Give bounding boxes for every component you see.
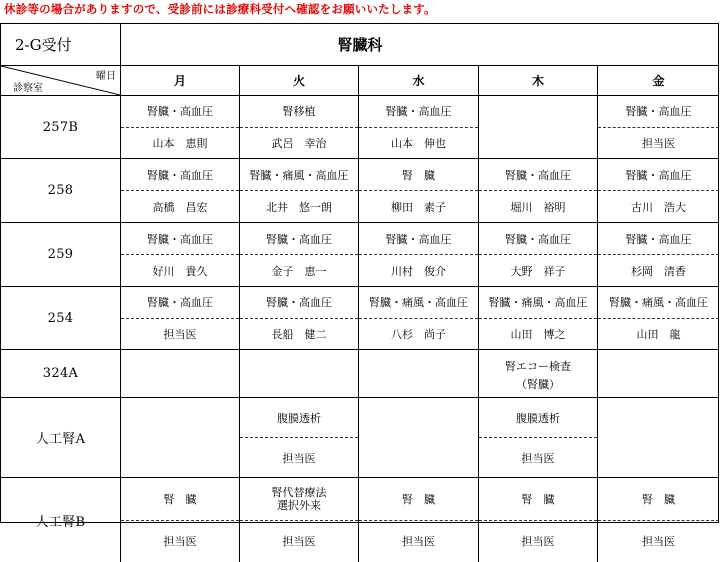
cell-doctor: 山本 恵則 xyxy=(121,128,239,159)
cell-doctor: 担当医 xyxy=(121,319,239,350)
schedule-cell xyxy=(240,96,359,159)
schedule-cell xyxy=(479,350,598,398)
cell-doctor: 高橋 昌宏 xyxy=(121,191,239,222)
schedule-cell xyxy=(598,159,719,223)
cell-specialty: 腎臓・高血圧 xyxy=(121,287,239,319)
schedule-cell-empty xyxy=(121,398,240,478)
schedule-cell xyxy=(359,478,479,562)
cell-specialty: 腎臓・高血圧 xyxy=(121,159,239,191)
cell-specialty: 腎臓・高血圧 xyxy=(121,96,239,128)
schedule-cell xyxy=(121,478,240,562)
cell-doctor: 長船 健二 xyxy=(240,319,358,350)
notice-text: 休診等の場合がありますので、受診前には診療科受付へ確認をお願いいたします。 xyxy=(4,1,436,18)
cell-specialty: 腎臓・高血圧 xyxy=(479,223,597,255)
schedule-cell xyxy=(121,223,240,287)
schedule-cell-empty xyxy=(121,350,240,398)
day-header-thu: 木 xyxy=(479,66,598,96)
schedule-cell xyxy=(359,159,479,223)
cell-specialty: 腎臓・高血圧 xyxy=(479,159,597,191)
cell-specialty: 腎臓・高血圧 xyxy=(359,223,478,255)
cell-specialty: 腎 臓 xyxy=(359,159,478,191)
department-title: 腎臓科 xyxy=(121,24,719,66)
schedule-cell xyxy=(121,287,240,350)
cell-doctor: 担当医 xyxy=(359,521,478,562)
cell-doctor: 担当医 xyxy=(121,521,239,562)
cell-specialty: 腎移植 xyxy=(240,96,358,128)
schedule-cell xyxy=(479,478,598,562)
schedule-cell-empty xyxy=(359,398,479,478)
schedule-cell xyxy=(121,159,240,223)
schedule-cell xyxy=(598,96,719,159)
cell-doctor: 八杉 尚子 xyxy=(359,319,478,350)
cell-line: 腎代替療法 xyxy=(272,486,327,499)
cell-doctor: 担当医 xyxy=(598,128,719,159)
cell-line: 選択外来 xyxy=(277,499,321,512)
schedule-cell-empty xyxy=(479,96,598,159)
cell-doctor: 山田 博之 xyxy=(479,319,597,350)
schedule-cell xyxy=(479,223,598,287)
cell-specialty: 腎 臓 xyxy=(359,478,478,521)
room-label: 人工腎B xyxy=(1,478,121,562)
schedule-cell xyxy=(598,223,719,287)
schedule-cell xyxy=(479,398,598,478)
schedule-cell xyxy=(598,287,719,350)
cell-specialty: 腎 臓 xyxy=(121,478,239,521)
cell-specialty: 腎 臓 xyxy=(598,478,719,521)
weekday-corner-label: 曜日 xyxy=(96,67,116,82)
cell-doctor: 担当医 xyxy=(240,438,358,477)
schedule-cell xyxy=(240,478,359,562)
cell-doctor: 杉岡 清香 xyxy=(598,255,719,286)
schedule-cell xyxy=(240,398,359,478)
cell-specialty: 腎臓・痛風・高血圧 xyxy=(479,287,597,319)
cell-specialty: 腎臓・高血圧 xyxy=(359,96,478,128)
schedule-cell xyxy=(598,478,719,562)
schedule-cell xyxy=(240,159,359,223)
cell-doctor: 好川 貴久 xyxy=(121,255,239,286)
cell-specialty: 腹膜透析 xyxy=(479,398,597,438)
cell-specialty: 腎臓・高血圧 xyxy=(598,96,719,128)
cell-doctor: 担当医 xyxy=(240,521,358,562)
room-label: 254 xyxy=(1,287,121,350)
cell-specialty: 腎 臓 xyxy=(479,478,597,521)
corner-header xyxy=(1,66,121,96)
cell-doctor: 担当医 xyxy=(479,521,597,562)
cell-specialty: 腎臓・痛風・高血圧 xyxy=(359,287,478,319)
cell-specialty: 腎臓・高血圧 xyxy=(121,223,239,255)
schedule-cell-empty xyxy=(598,398,719,478)
cell-specialty: 腎臓・高血圧 xyxy=(598,223,719,255)
day-header-wed: 水 xyxy=(359,66,479,96)
cell-specialty: 腎臓・痛風・高血圧 xyxy=(598,287,719,319)
cell-specialty: 腹膜透析 xyxy=(240,398,358,438)
reception-label: 2-G受付 xyxy=(1,24,121,66)
cell-doctor: 古川 浩大 xyxy=(598,191,719,222)
room-label: 259 xyxy=(1,223,121,287)
schedule-cell xyxy=(479,159,598,223)
cell-doctor: 山本 伸也 xyxy=(359,128,478,159)
cell-line: （腎臓） xyxy=(516,376,560,394)
cell-doctor: 大野 祥子 xyxy=(479,255,597,286)
room-label: 人工腎A xyxy=(1,398,121,478)
cell-doctor: 川村 俊介 xyxy=(359,255,478,286)
schedule-cell xyxy=(359,287,479,350)
day-header-mon: 月 xyxy=(121,66,240,96)
day-header-fri: 金 xyxy=(598,66,719,96)
cell-line: 腎エコー検査 xyxy=(505,358,571,376)
room-label: 257B xyxy=(1,96,121,159)
cell-specialty: 腎臓・高血圧 xyxy=(240,287,358,319)
schedule-cell xyxy=(479,287,598,350)
room-label: 258 xyxy=(1,159,121,223)
schedule-cell-empty xyxy=(598,350,719,398)
cell-doctor: 山田 龍 xyxy=(598,319,719,350)
cell-doctor: 堀川 裕明 xyxy=(479,191,597,222)
cell-specialty: 腎臓・高血圧 xyxy=(598,159,719,191)
day-header-tue: 火 xyxy=(240,66,359,96)
cell-specialty: 腎臓・高血圧 xyxy=(240,223,358,255)
cell-doctor: 金子 恵一 xyxy=(240,255,358,286)
schedule-cell xyxy=(240,287,359,350)
cell-doctor: 柳田 素子 xyxy=(359,191,478,222)
schedule-cell xyxy=(359,96,479,159)
schedule-cell xyxy=(359,223,479,287)
cell-doctor: 武呂 幸治 xyxy=(240,128,358,159)
cell-doctor: 北井 悠一朗 xyxy=(240,191,358,222)
cell-specialty: 腎臓・痛風・高血圧 xyxy=(240,159,358,191)
cell-doctor: 担当医 xyxy=(479,438,597,477)
schedule-table xyxy=(0,23,719,523)
schedule-cell xyxy=(121,96,240,159)
cell-specialty xyxy=(240,478,358,521)
schedule-cell xyxy=(240,223,359,287)
room-corner-label: 診察室 xyxy=(13,79,43,94)
schedule-cell-empty xyxy=(359,350,479,398)
room-label: 324A xyxy=(1,350,121,398)
cell-doctor: 担当医 xyxy=(598,521,719,562)
schedule-cell-empty xyxy=(240,350,359,398)
